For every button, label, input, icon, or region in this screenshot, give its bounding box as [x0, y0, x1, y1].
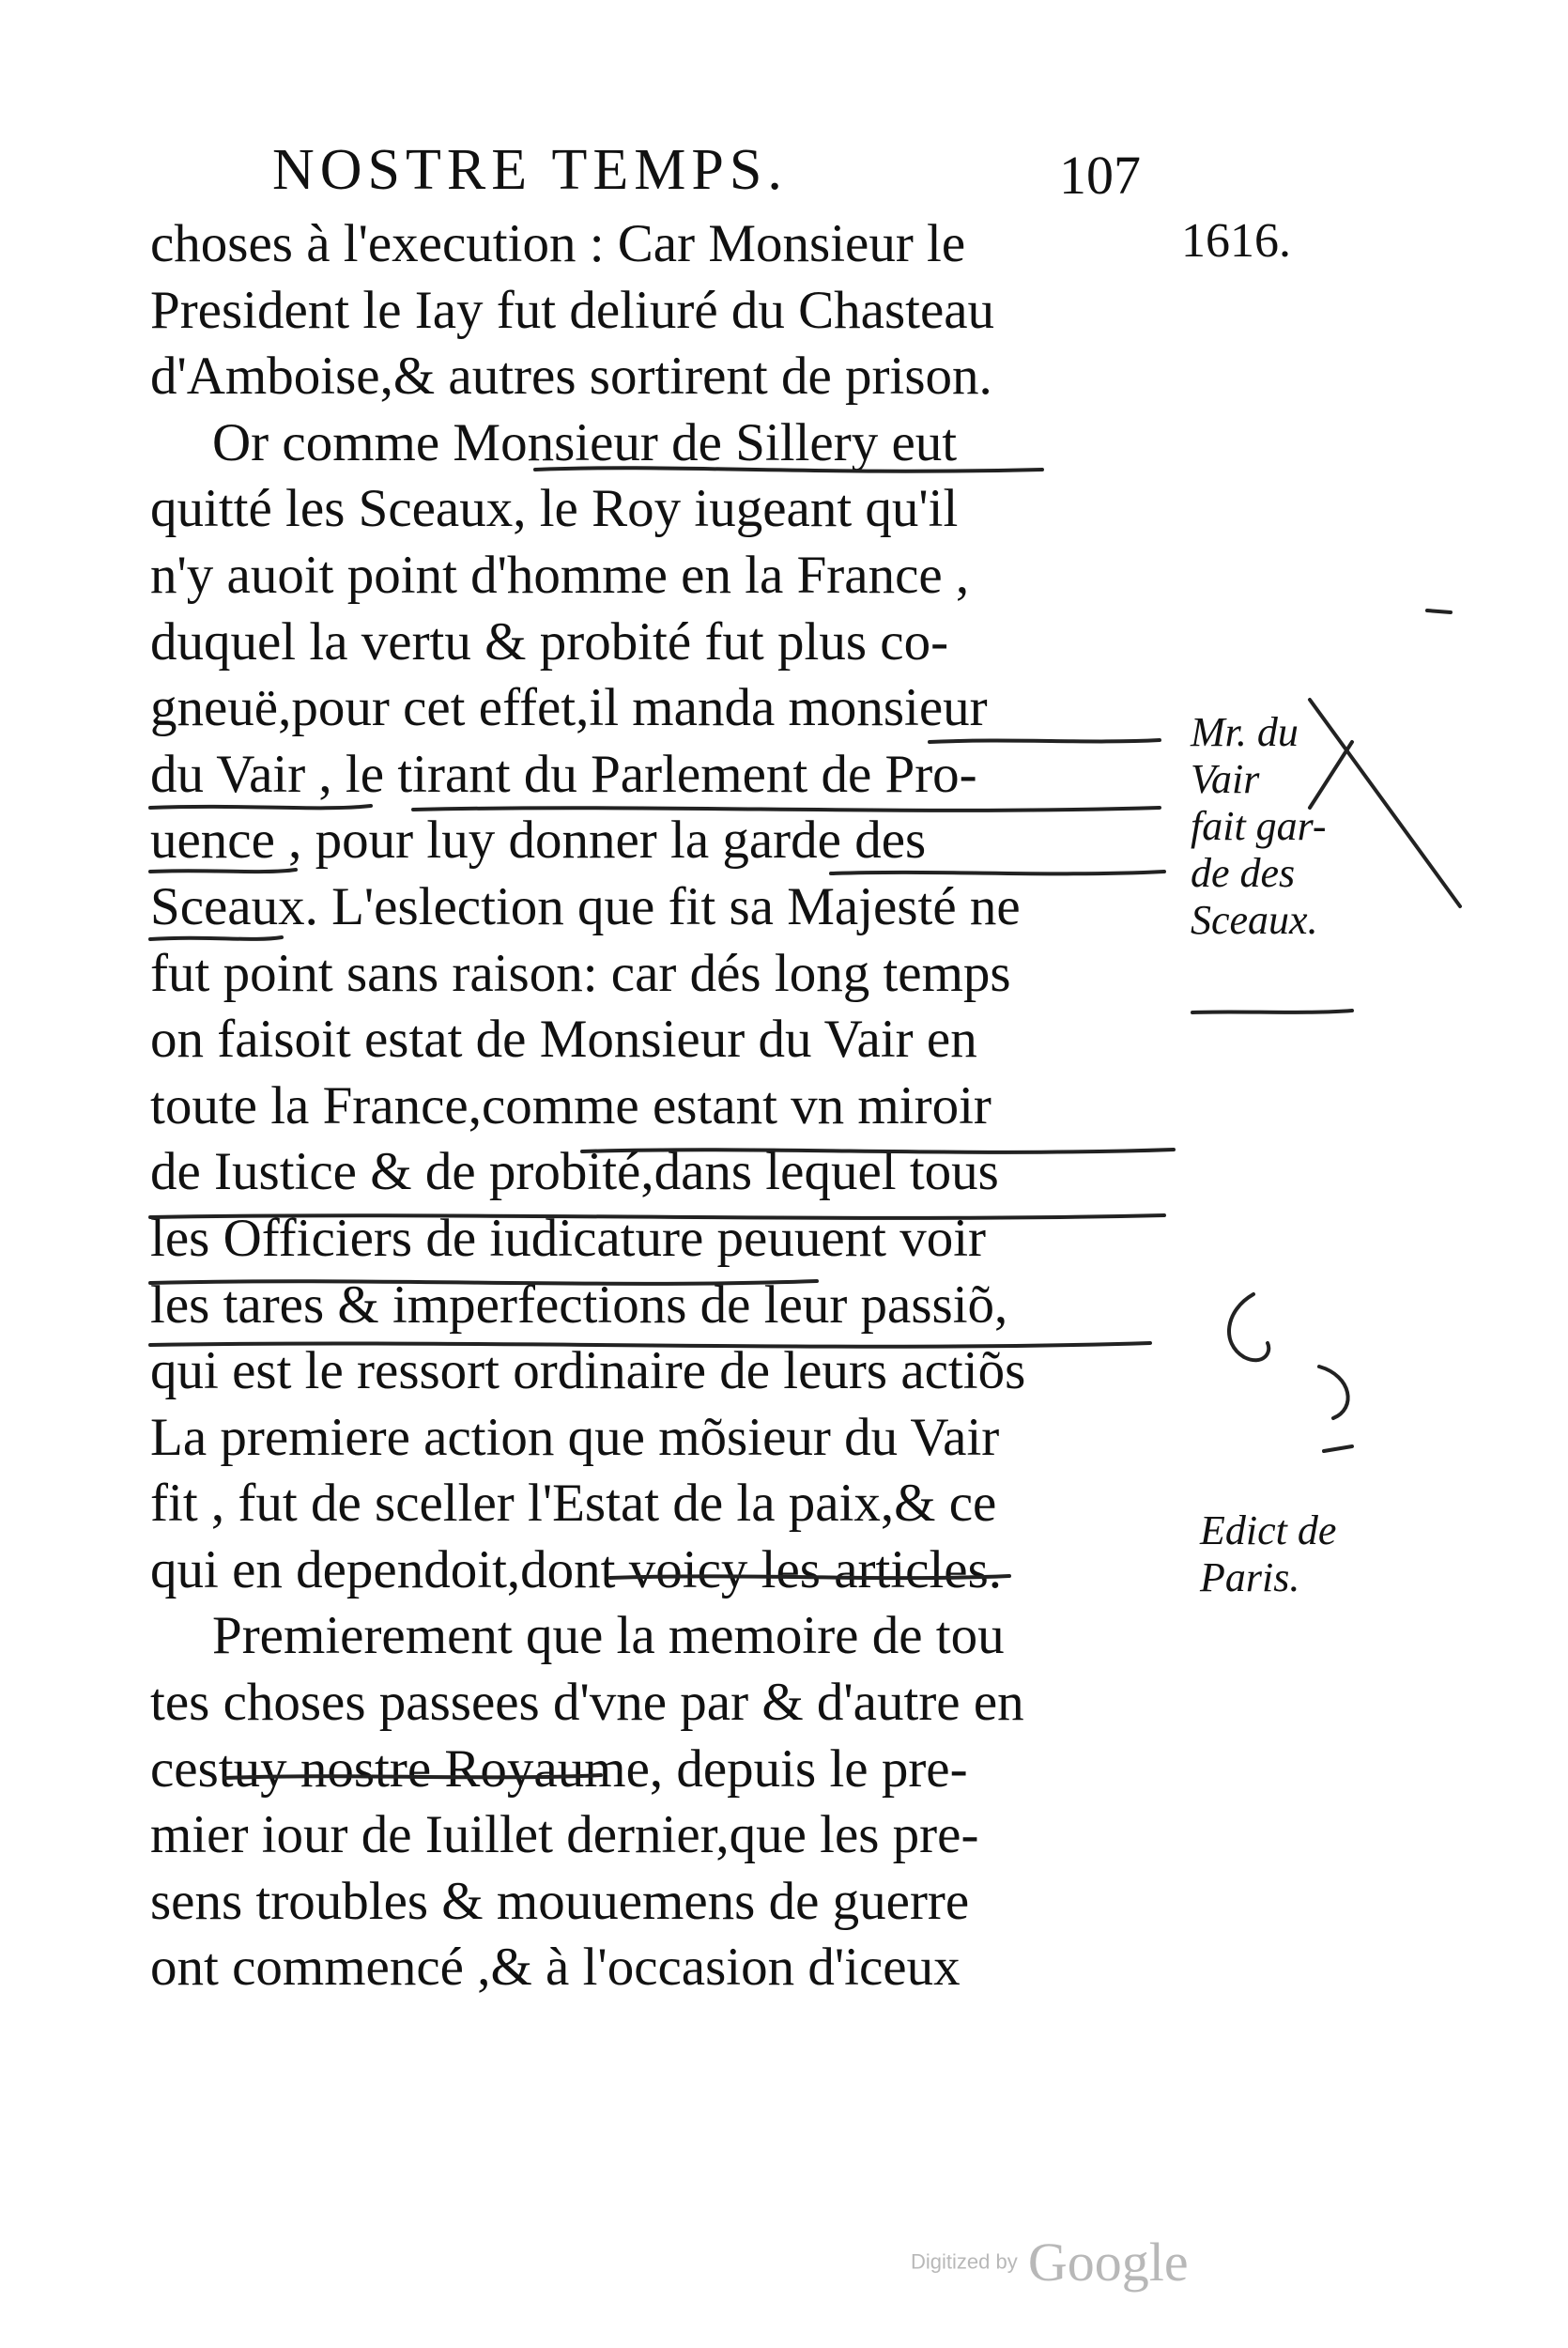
paragraph-start-line: Premierement que la memoire de tou — [212, 1606, 1005, 1666]
body-text — [150, 211, 1202, 2001]
margin-note-line: Sceaux. — [1191, 897, 1318, 943]
text-line: les tares & imperfections de leur passiõ, — [150, 1274, 1008, 1335]
text-line: qui en dependoit,dont voicy les articles. — [150, 1539, 1003, 1599]
text-line: tes choses passees d'vne par & d'autre en — [150, 1673, 1024, 1733]
text-line: President le Iay fut deliuré du Chasteau — [150, 280, 995, 340]
text-line: les Officiers de iudicature peuuent voir — [150, 1208, 987, 1268]
text-line: d'Amboise,& autres sortirent de prison. — [150, 347, 992, 407]
margin-note-line: Paris. — [1200, 1554, 1300, 1600]
text-line: gneuë,pour cet effet,il manda monsieur — [150, 678, 988, 738]
text-line: choses à l'execution : Car Monsieur le — [150, 214, 966, 273]
text-line: quitté les Sceaux, le Roy iugeant qu'il — [150, 479, 959, 539]
margin-pen-stroke — [1229, 1294, 1268, 1360]
text-line: ont commencé ,& à l'occasion d'iceux — [150, 1938, 961, 1998]
text-line: toute la France,comme estant vn miroir — [150, 1075, 992, 1135]
margin-note-line: Mr. du — [1191, 709, 1299, 755]
text-line: cestuy nostre Royaume, depuis le pre- — [150, 1738, 968, 1799]
digitized-by-google-watermark — [911, 2231, 1189, 2294]
text-line: fit , fut de sceller l'Estat de la paix,& ce — [150, 1474, 997, 1534]
margin-pen-stroke — [1324, 1446, 1352, 1451]
paragraph-start-line: Or comme Monsieur de Sillery eut — [212, 412, 958, 472]
google-wordmark: Google — [1027, 2232, 1189, 2293]
running-title: NOSTRE TEMPS. — [272, 138, 788, 202]
margin-pen-stroke — [1192, 1011, 1352, 1012]
text-line: Sceaux. L'eslection que fit sa Majesté ne — [150, 876, 1021, 936]
text-line: n'y auoit point d'homme en la France , — [150, 545, 970, 605]
text-line: du Vair , le tirant du Parlement de Pro- — [150, 744, 977, 804]
text-line: on faisoit estat de Monsieur du Vair en — [150, 1010, 977, 1070]
margin-pen-stroke — [1427, 610, 1451, 612]
margin-note-du-vair — [1191, 709, 1327, 944]
digitized-by-label: Digitized by — [911, 2249, 1018, 2274]
margin-note-line: fait gar- — [1191, 803, 1327, 849]
text-line: duquel la vertu & probité fut plus co- — [150, 611, 949, 672]
margin-pen-stroke — [1319, 1367, 1348, 1418]
margin-note-line: de des — [1191, 850, 1296, 896]
margin-pen-stroke — [1310, 700, 1460, 906]
margin-note-edict — [1200, 1507, 1336, 1601]
page-number: 107 — [1059, 145, 1141, 206]
text-line: fut point sans raison: car dés long temps — [150, 943, 1011, 1003]
margin-note-line: Vair — [1191, 756, 1260, 802]
text-line: sens troubles & mouuemens de guerre — [150, 1871, 970, 1931]
text-line: mier iour de Iuillet dernier,que les pre- — [150, 1805, 979, 1865]
text-line: uence , pour luy donner la garde des — [150, 811, 927, 871]
text-line: La premiere action que mõsieur du Vair — [150, 1407, 1000, 1467]
text-line: de Iustice & de probité,dans lequel tous — [150, 1142, 999, 1202]
margin-note-line: Edict de — [1200, 1507, 1337, 1553]
text-line: qui est le ressort ordinaire de leurs actiõs — [150, 1341, 1026, 1401]
margin-year-note: 1616. — [1181, 214, 1291, 268]
